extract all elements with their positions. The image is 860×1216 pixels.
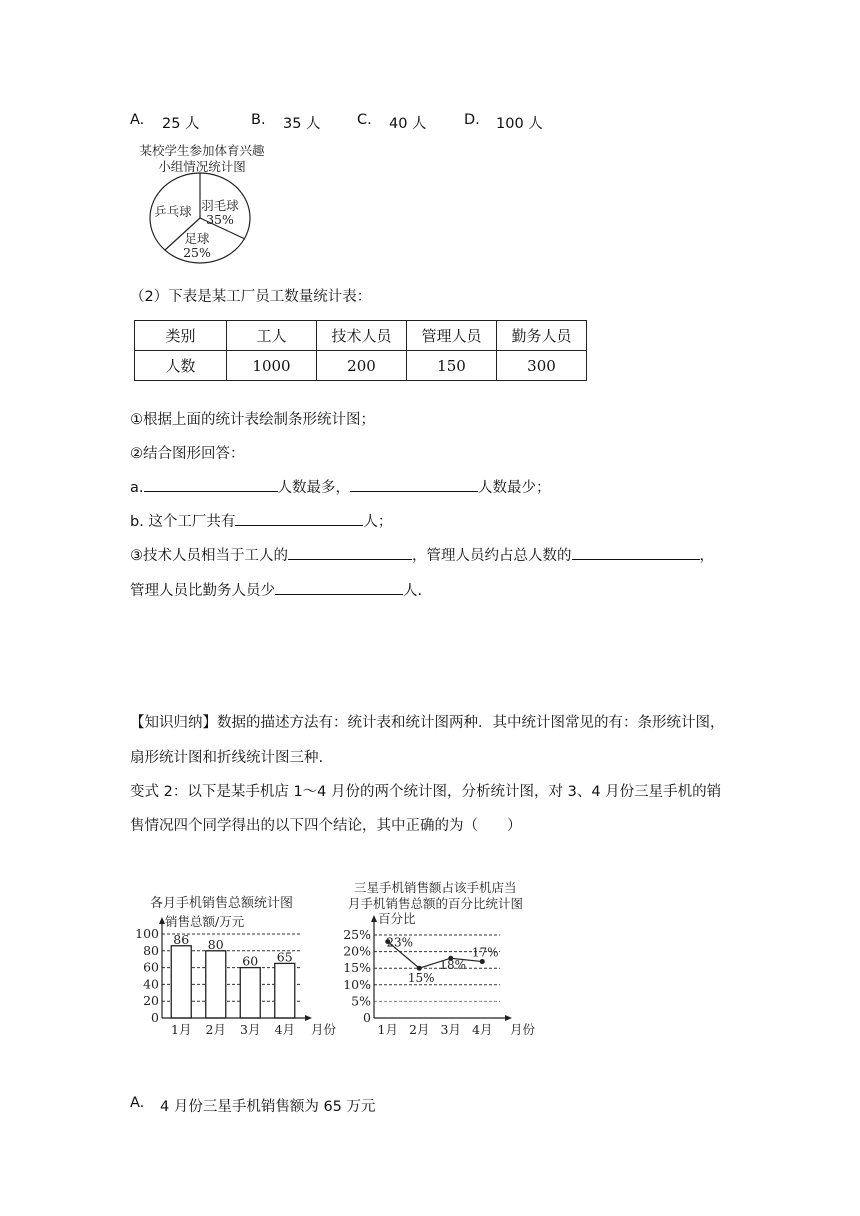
- bar-x-arrow: [305, 1015, 312, 1021]
- line-chart-ylabel: 百分比: [378, 911, 416, 926]
- question-b-line: [130, 510, 392, 531]
- line-chart-title-line1: 三星手机销售额占该手机店当: [354, 880, 517, 895]
- bar-y-tick-label: 80: [143, 942, 159, 958]
- line-chart-title-line2: 月手机销售总额的百分比统计图: [348, 896, 524, 911]
- line-point-label: 23%: [386, 935, 414, 950]
- choice-a-letter: A.: [130, 112, 145, 128]
- table-header-cell: 勤务人员: [497, 321, 587, 351]
- answer-blank[interactable]: [350, 477, 478, 493]
- line-x-tick-label: 2月: [409, 1022, 430, 1037]
- staff-table: [134, 320, 587, 381]
- pie-title-line1: 某校学生参加体育兴趣: [139, 143, 265, 158]
- table-cell: 150: [407, 351, 497, 381]
- line-point: [480, 959, 485, 964]
- choices-row: [0, 112, 860, 134]
- table-row: [135, 351, 587, 381]
- instruction-line-2: ②结合图形回答：: [130, 446, 245, 462]
- line-x-tick-label: 3月: [440, 1022, 461, 1037]
- answer-option-a: [0, 1095, 860, 1117]
- bar-x-tick-label: 4月: [274, 1022, 295, 1037]
- bar-chart: [128, 890, 338, 1040]
- question-b-prefix: b. 这个工厂共有: [130, 514, 236, 530]
- choice-d-text: 100 人: [496, 116, 543, 132]
- bar-y-tick-label: 60: [143, 959, 159, 975]
- table-header-cell: 工人: [227, 321, 317, 351]
- line-y-tick-label: 5%: [351, 993, 371, 1009]
- question-c-end: ，: [699, 548, 714, 564]
- knowledge-line-1: 【知识归纳】数据的描述方法有：统计表和统计图两种．其中统计图常见的有：条形统计图，: [130, 715, 725, 731]
- variant-line-1: 变式 2：以下是某手机店 1～4 月份的两个统计图，分析统计图，对 3、4 月份三星手机的销: [130, 784, 722, 800]
- bar-x-tick-label: 1月: [171, 1022, 192, 1037]
- question-a-line: [130, 476, 551, 497]
- pie-pct-badminton: 35%: [206, 212, 234, 227]
- line-point-label: 17%: [471, 945, 499, 960]
- table-header-cell: 类别: [135, 321, 227, 351]
- question-a-prefix: a.: [130, 480, 144, 496]
- table-header-cell: 管理人员: [407, 321, 497, 351]
- table-header-cell: 技术人员: [317, 321, 407, 351]
- bar-y-tick-label: 0: [151, 1010, 159, 1025]
- question-a-mid: 人数最多，: [277, 480, 350, 496]
- choice-b-letter: B.: [251, 112, 266, 128]
- line-point-label: 18%: [439, 958, 467, 973]
- bar-y-tick-label: 20: [143, 993, 159, 1009]
- line-y-tick-label: 10%: [343, 976, 371, 992]
- pie-chart-figure: [128, 140, 278, 268]
- bar-x-tick-label: 3月: [240, 1022, 261, 1037]
- pie-title-line2: 小组情况统计图: [158, 159, 246, 174]
- answer-blank[interactable]: [288, 545, 412, 561]
- bar-chart-title: 各月手机销售总额统计图: [150, 896, 294, 911]
- knowledge-line-2: 扇形统计图和折线统计图三种.: [130, 750, 324, 766]
- bar-value-label: 86: [173, 931, 190, 947]
- q2-intro: （2）下表是某工厂员工数量统计表：: [130, 289, 372, 305]
- question-c-line: [130, 544, 714, 565]
- line-y-tick-label: 0: [363, 1010, 371, 1025]
- question-a-end: 人数最少；: [478, 480, 551, 496]
- question-d-end: 人.: [403, 583, 423, 599]
- table-cell: 300: [497, 351, 587, 381]
- question-b-end: 人；: [363, 514, 393, 530]
- line-chart: [340, 878, 540, 1040]
- instruction-line-1: ①根据上面的统计表绘制条形统计图；: [130, 412, 375, 428]
- choice-a-text: 25 人: [162, 116, 200, 132]
- line-x-tick-label: 4月: [472, 1022, 493, 1037]
- bar-value-label: 60: [242, 953, 259, 969]
- answer-blank[interactable]: [275, 580, 403, 596]
- bar-value-label: 80: [207, 936, 224, 952]
- line-y-tick-label: 25%: [343, 927, 371, 942]
- bar: [206, 951, 226, 1018]
- bar: [275, 963, 295, 1018]
- table-row: [135, 321, 587, 351]
- line-x-arrow: [505, 1015, 512, 1021]
- table-cell: 1000: [227, 351, 317, 381]
- question-c-prefix: ③技术人员相当于工人的: [130, 548, 288, 564]
- line-chart-xlabel: 月份: [510, 1022, 536, 1037]
- variant-line-2: 售情况四个同学得出的以下四个结论，其中正确的为（ ）: [130, 818, 522, 834]
- answer-blank[interactable]: [144, 477, 278, 493]
- bar: [240, 968, 260, 1018]
- answer-blank[interactable]: [235, 511, 363, 527]
- bar: [171, 946, 191, 1018]
- pie-label-pingpong: 乒乓球: [154, 204, 192, 219]
- line-point-label: 15%: [407, 971, 435, 986]
- question-c-mid: ，管理人员约占总人数的: [412, 548, 572, 564]
- bar-y-tick-label: 40: [143, 976, 159, 992]
- question-d-line: [130, 579, 422, 600]
- bar-chart-ylabel: 销售总额/万元: [165, 914, 245, 929]
- choice-c-text: 40 人: [389, 116, 427, 132]
- bar-chart-xlabel: 月份: [311, 1022, 337, 1037]
- line-y-arrow: [371, 915, 377, 922]
- bar-x-tick-label: 2月: [205, 1022, 226, 1037]
- choice-c-letter: C.: [357, 112, 372, 128]
- table-cell: 200: [317, 351, 407, 381]
- bar-y-tick-label: 100: [135, 926, 159, 941]
- line-x-tick-label: 1月: [377, 1022, 398, 1037]
- answer-blank[interactable]: [572, 545, 700, 561]
- pie-label-football: 足球: [184, 231, 210, 246]
- pie-label-badminton: 羽毛球: [201, 198, 239, 213]
- answer-a-text: 4 月份三星手机销售额为 65 万元: [160, 1099, 376, 1115]
- question-d-prefix: 管理人员比勤务人员少: [130, 583, 275, 599]
- choice-b-text: 35 人: [283, 116, 321, 132]
- pie-pct-football: 25%: [183, 245, 211, 260]
- line-y-tick-label: 20%: [343, 943, 371, 959]
- answer-a-letter: A.: [130, 1095, 145, 1111]
- line-point: [417, 966, 422, 971]
- table-cell: 人数: [135, 351, 227, 381]
- bar-value-label: 65: [276, 949, 293, 965]
- line-y-tick-label: 15%: [343, 960, 371, 976]
- choice-d-letter: D.: [464, 112, 480, 128]
